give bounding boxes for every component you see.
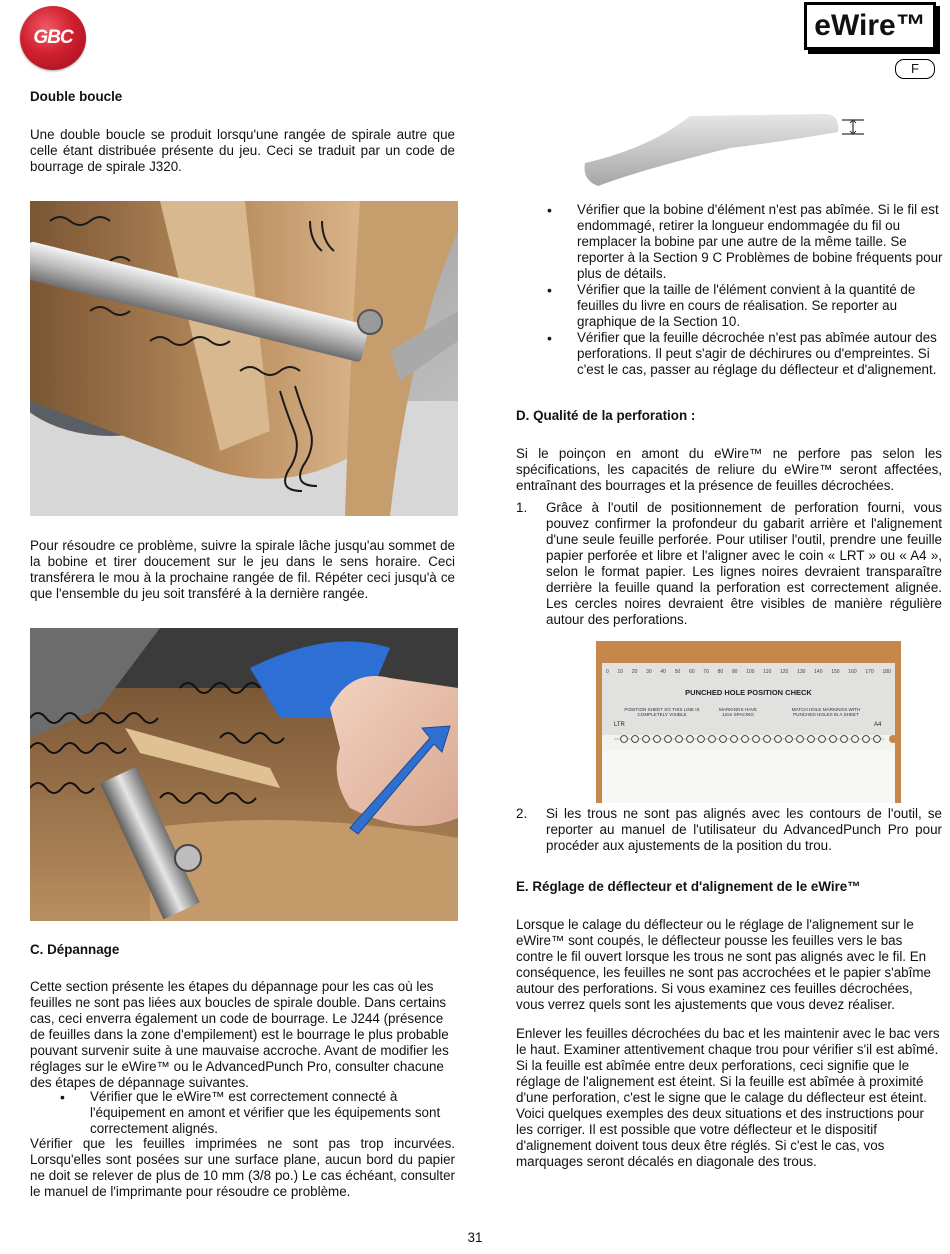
tool-hole [841,736,848,743]
tool-hole [764,736,771,743]
step-text: Si les trous ne sont pas alignés avec les contours de l'outil, se reporter au manuel de l'utilisateur du AdvancedPunch Pro pour procéder aux ajustements de la position du trou. [546,806,942,853]
punch-quality-title: D. Qualité de la perforation : [516,408,696,423]
tool-hole [808,736,815,743]
tool-hole [632,736,639,743]
tool-scale-tick: 80 [717,669,724,675]
step-text: Grâce à l'outil de positionnement de perforation fourni, vous pouvez confirmer la profondeur du gabarit arrière et l'alignement d'une seule feuille perforée. Pour utiliser l'outil, prendre une feuille papier perforée et libre et l'aligner avec le coin « LRT » ou « A4 », selon le format papier. Les lignes noires devraient transparaître derrière la feuille quand la perforation est correctement alignée. Les cercles noires devraient être visibles de manière régulière autour des perforations. [546,500,942,627]
tool-hole [665,736,672,743]
hand-pulling-wire-photo [30,628,458,921]
troubleshooting-bullet: • Vérifier que le eWire™ est correctement connecté à l'équipement en amont et vérifier que les équipements sont correctement alignés. [60,1089,450,1137]
tool-hole [654,736,661,743]
punch-quality-step-1 [516,500,942,628]
curled-sheet-illustration [580,108,870,190]
step-number: 2. [516,806,528,821]
tool-label-a4: A4 [874,722,882,728]
tool-hole [830,736,837,743]
tool-hole [742,736,749,743]
tool-scale-tick: 130 [797,669,806,675]
tool-hole [786,736,793,743]
troubleshooting-bullets [60,1089,450,1137]
tool-note-mid: MARKINGS HAVE 1mm SPACING [719,707,757,717]
tool-scale-tick: 0 [606,669,609,675]
tool-scale-tick: 60 [689,669,695,675]
punched-hole-tool-photo [596,641,901,803]
tool-scale-tick: 30 [646,669,652,675]
tool-scale-tick: 40 [660,669,666,675]
tool-hole [731,736,738,743]
tool-hole [797,736,804,743]
tool-hole [709,736,716,743]
language-badge: F [895,59,935,79]
brand-title: eWire™ [814,9,926,42]
tool-label-ltr: LTR [614,722,625,728]
tool-note-left: POSITION SHEET SO THIS LINE IS COMPLETELY VISIBLE [624,707,700,717]
tool-scale-tick: 110 [763,669,772,675]
tool-hole [753,736,760,743]
double-loop-title: Double boucle [30,89,123,104]
tool-hole [775,736,782,743]
tool-scale-tick: 170 [865,669,874,675]
check-item: • Vérifier que la bobine d'élément n'est pas abîmée. Si le fil est endommagé, retirer la longueur endommagée du fil ou remplacer la bobine par une autre de la même taille. Se reporter à la Section 9 C Problèmes de bobine fréquents pour plus de détails. [547,202,945,282]
tool-scale-tick: 160 [848,669,857,675]
double-loop-intro: Une double boucle se produit lorsqu'une rangée de spirale autre que celle étant distribuée présente du jeu. Ceci se traduit par un code de bourrage de spirale J320. [30,127,455,174]
tool-note-right: MATCH HOLE MARKINGS WITH PUNCHED HOLES IN A SHEET [791,707,861,717]
tool-scale-tick: 70 [703,669,709,675]
gbc-logo: GBC [20,6,86,70]
deflector-title: E. Réglage de déflecteur et d'alignement de le eWire™ [516,879,861,894]
tool-scale-tick: 140 [814,669,823,675]
double-loop-resolution: Pour résoudre ce problème, suivre la spirale lâche jusqu'au sommet de la bobine et tirer doucement sur le jeu dans le sens horaire. Ceci transférera le mou à la prochaine rangée de fil. Répéter ceci jusqu'à ce que l'ensemble du jeu soit transféré à la dernière rangée. [30,538,455,601]
tool-hole [676,736,683,743]
deflector-para-2: Enlever les feuilles décrochées du bac et les maintenir avec le bac vers le haut. Examiner attentivement chaque trou pour vérifier s'il est abîmé. Si la feuille est abîmée entre deux perforations, ceci signifie que le réglage de l'alignement est éteint. Si la feuille est abîmée à proximité d'une perforation, c'est le signe que le calage du déflecteur est éteint. Voici quelques exemples des deux situations et des instructions pour les corriger. Il est possible que votre déflecteur et le dispositif d'alignement doivent tous deux être réglés. Si c'est le cas, vos marquages seront décalés en diagonale des trous. [516,1026,940,1169]
deflector-para-1: Lorsque le calage du déflecteur ou le réglage de l'alignement sur le eWire™ sont coupés, le déflecteur pousse les feuilles vers le bas contre le fil ouvert lorsque les trous ne sont pas alignés avec le fil. En conséquence, les feuilles ne sont pas accrochées et le papier s'abîme autour des perforations. Si vous examinez ces feuilles décrochées, vous verrez quels sont les ajustements que vous devez réaliser. [516,917,931,1012]
tool-hole [720,736,727,743]
tool-hole [643,736,650,743]
troubleshooting-title: C. Dépannage [30,942,120,957]
tool-hole [874,736,881,743]
punch-quality-intro: Si le poinçon en amont du eWire™ ne perfore pas selon les spécifications, les capacités de reliure du eWire™ seront affectées, entraînant des bourrages et la présence de feuilles décrochées. [516,446,942,493]
tool-scale-tick: 180 [882,669,891,675]
tool-scale-tick: 100 [746,669,755,675]
punch-quality-step-2 [516,806,942,854]
spool-checks-list [547,202,945,378]
tool-hole [863,736,870,743]
tool-scale-tick: 150 [831,669,840,675]
tool-scale-tick: 50 [674,669,681,675]
check-item: • Vérifier que la taille de l'élément convient à la quantité de feuilles du livre en cours de réalisation. Se reporter au graphique de la Section 10. [547,282,945,330]
tool-hole [852,736,859,743]
tool-paper [602,751,895,803]
troubleshooting-intro: Cette section présente les étapes du dépannage pour les cas où les feuilles ne sont pas liées aux boucles de spirale double. Dans certains cas, ceci enverra également un code de bourrage. Le J244 (présence de feuilles dans la zone d'empilement) est le bourrage le plus probable pouvant survenir suite à une mauvaise accroche. Avant de modifier les réglages sur le eWire™ ou le AdvancedPunch Pro, consulter chacune des étapes de dépannage suivantes. [30,979,449,1090]
troubleshooting-closing: Vérifier que les feuilles imprimées ne sont pas trop incurvées. Lorsqu'elles sont posées sur une surface plane, aucun bord du papier ne doit se relever de plus de 10 mm (3/8 po.) Le cas échéant, consulter le manuel de l'imprimante pour résoudre ce problème. [30,1136,455,1199]
tool-scale-tick: 120 [779,669,789,675]
tool-scale-tick: 90 [731,669,738,675]
page-number: 31 [467,1230,483,1245]
tool-holes [596,729,901,749]
wire-spool-photo [30,201,458,516]
tool-hole [621,736,628,743]
tool-scale-tick: 10 [617,669,624,675]
tool-hole [687,736,694,743]
check-item: • Vérifier que la feuille décrochée n'est pas abîmée autour des perforations. Il peut s'agir de déchirures ou d'empreintes. Si c'est le cas, passer au réglage du déflecteur et d'alignement. [547,330,945,378]
tool-title: PUNCHED HOLE POSITION CHECK [685,688,812,697]
tool-scale [606,669,891,679]
tool-hole [819,736,826,743]
step-number: 1. [516,500,528,515]
tool-scale-tick: 20 [631,669,638,675]
tool-hole [698,736,705,743]
